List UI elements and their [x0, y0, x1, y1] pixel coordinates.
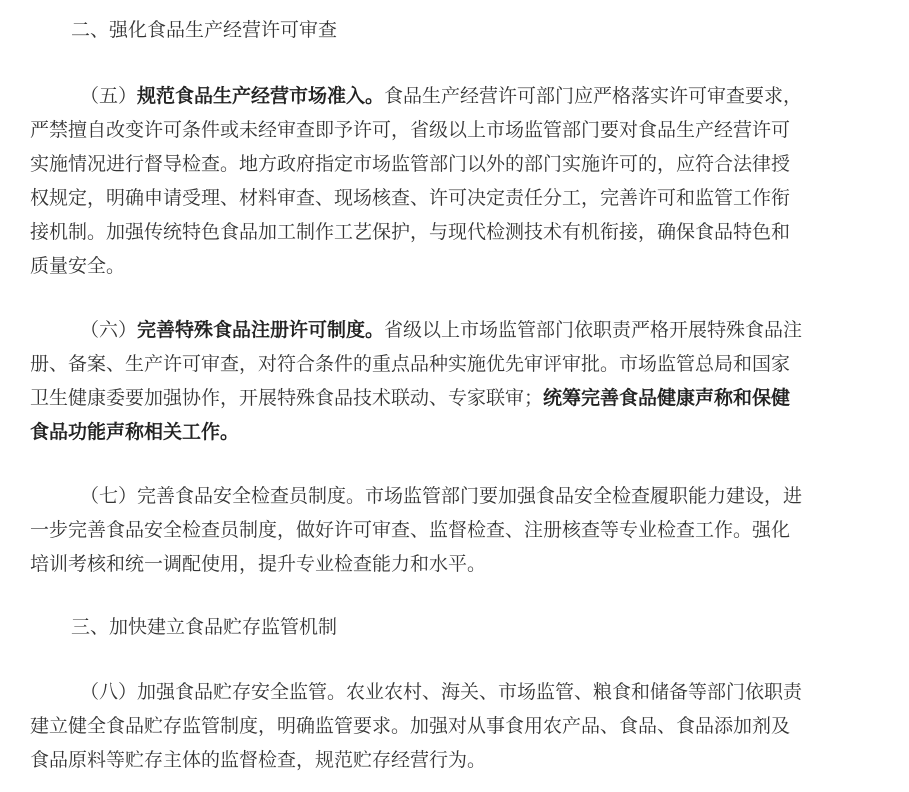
paragraph-text: 严禁擅自改变许可条件或未经审查即予许可，省级以上市场监管部门要对食品生产经营许可	[30, 119, 791, 141]
paragraph-text: 食品原料等贮存主体的监督检查，规范贮存经营行为。	[30, 749, 487, 771]
paragraph-text: 食品生产经营许可部门应严格落实许可审查要求，	[384, 85, 803, 107]
paragraph-line	[30, 147, 909, 181]
paragraph-text: 培训考核和统一调配使用，提升专业检查能力和水平。	[30, 553, 487, 575]
paragraph-text: 完善食品安全检查员制度。市场监管部门要加强食品安全检查履职能力建设，进	[137, 485, 803, 507]
paragraph-line	[30, 415, 909, 449]
paragraph-text: 质量安全。	[30, 255, 126, 277]
paragraph-label: （六）	[80, 319, 138, 341]
paragraph-line	[30, 215, 909, 249]
paragraph-label: （五）	[80, 85, 138, 107]
paragraph-text: 加强食品贮存安全监管。农业农村、海关、市场监管、粮食和储备等部门依职责	[137, 681, 803, 703]
paragraph-line	[30, 513, 909, 547]
paragraph-text: 一步完善食品安全检查员制度，做好许可审查、监督检查、注册核查等专业检查工作。强化	[30, 519, 791, 541]
paragraph-line	[30, 743, 909, 777]
paragraph-line	[80, 313, 909, 347]
paragraph-title: 规范食品生产经营市场准入。	[137, 85, 385, 107]
paragraph-bold-text: 统筹完善食品健康声称和保健	[543, 387, 791, 409]
paragraph-line	[30, 181, 909, 215]
paragraph-line	[30, 347, 909, 381]
paragraph-line	[30, 547, 909, 581]
paragraph-line	[80, 79, 909, 113]
section-heading	[71, 13, 909, 47]
section-heading-text: 三、加快建立食品贮存监管机制	[71, 616, 338, 638]
paragraph-text: 卫生健康委要加强协作，开展特殊食品技术联动、专家联审；	[30, 387, 544, 409]
paragraph-title: 完善特殊食品注册许可制度。	[137, 319, 385, 341]
paragraph-line	[30, 249, 909, 283]
paragraph-text: 建立健全食品贮存监管制度，明确监管要求。加强对从事食用农产品、食品、食品添加剂及	[30, 715, 791, 737]
section-heading-text: 二、强化食品生产经营许可审查	[71, 19, 338, 41]
paragraph-text: 实施情况进行督导检查。地方政府指定市场监管部门以外的部门实施许可的，应符合法律授	[30, 153, 791, 175]
paragraph-text: 权规定，明确申请受理、材料审查、现场核查、许可决定责任分工，完善许可和监管工作衔	[30, 187, 791, 209]
paragraph-line	[80, 479, 909, 513]
paragraph-text: 册、备案、生产许可审查，对符合条件的重点品种实施优先审评审批。市场监管总局和国家	[30, 353, 791, 375]
paragraph-line	[30, 113, 909, 147]
paragraph-line	[80, 675, 909, 709]
paragraph-text: 省级以上市场监管部门依职责严格开展特殊食品注	[384, 319, 803, 341]
paragraph-bold-text: 食品功能声称相关工作。	[30, 421, 240, 443]
paragraph-label: （七）	[80, 485, 138, 507]
paragraph-label: （八）	[80, 681, 138, 703]
paragraph-text: 接机制。加强传统特色食品加工制作工艺保护，与现代检测技术有机衔接，确保食品特色和	[30, 221, 791, 243]
paragraph-line	[30, 709, 909, 743]
paragraph-line	[30, 381, 909, 415]
section-heading	[71, 610, 909, 644]
